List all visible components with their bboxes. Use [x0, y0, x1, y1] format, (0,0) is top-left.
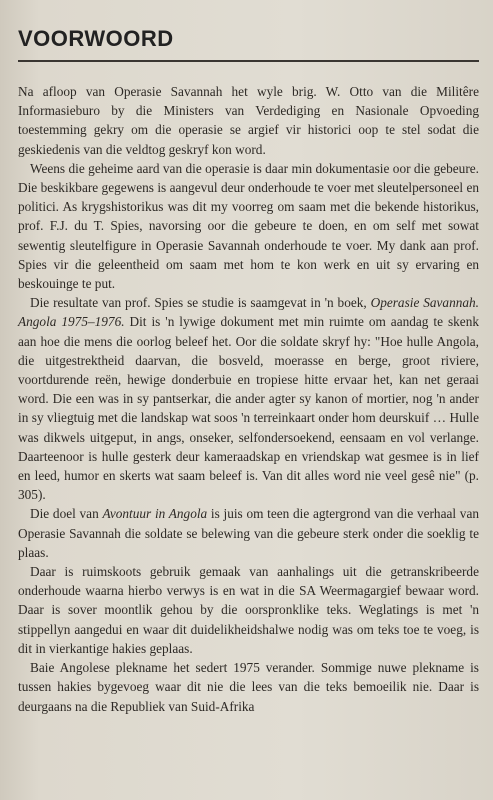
- paragraph-6: Baie Angolese plekname het sedert 1975 verander. Sommige nuwe plekname is tussen hakies bygevoeg waar dit nie die lees van die teks bemoeilik nie. Daar is deurgaans na die Republiek van Suid-Afrika: [18, 660, 479, 714]
- paragraph-3: [18, 293, 479, 504]
- heading-rule: [18, 60, 479, 62]
- book-title-avontuur-in-angola: Avontuur in Angola: [102, 506, 208, 522]
- paragraph-1: Na afloop van Operasie Savannah het wyle brig. W. Otto van die Militêre Informasieburo by die Ministers van Verdediging en Nasionale Opvoeding toestemming gekry om die operasie se argief vir historici oop te stel sodat die geskiedenis van die veldtog geskryf kon word.: [18, 84, 479, 157]
- paragraph-3-text-a: Die resultate van prof. Spies se studie is saamgevat in 'n boek,: [30, 295, 371, 311]
- paragraph-4: [18, 504, 479, 562]
- paragraph-5: Daar is ruimskoots gebruik gemaak van aanhalings uit die getranskribeerde onderhoude waarna hierbo verwys is en wat in die SA Weermagargief bewaar word. Daar is sover moontlik gehou by die oorspronklike teks. Weglatings is met 'n stippellyn aangedui en waar dit duidelikheidshalwe nodig was om teks toe te voeg, is dit in vierkantige hakies geplaas.: [18, 564, 479, 656]
- page-heading: VOORWOORD: [18, 26, 174, 51]
- book-title-operasie-savannah: Operasie Savannah. Angola 1975–1976.: [18, 295, 479, 330]
- paragraph-2: Weens die geheime aard van die operasie is daar min dokumentasie oor die gebeure. Die beskikbare gegewens is aangevul deur onderhoude te voer met sleutelpersoneel en politici. As krygshistorikus was dit my voorreg om saam met die bekende historikus, prof. F.J. du T. Spies, navorsing oor die gebeure te doen, en om self met sowat sewentig sleutelfigure in Operasie Savannah onderhoude te voer. My dank aan prof. Spies vir die geleentheid om saam met hom te kon werk en uit sy ervaring en beskouinge te put.: [18, 160, 479, 292]
- paragraph-4-text-a: Die doel van: [30, 506, 103, 522]
- paragraph-4-text-b: is juis om teen die agtergrond van die verhaal van Operasie Savannah die soldate se belewing van die gebeure sterk onder die soeklig te plaas.: [18, 506, 480, 560]
- paragraph-3-text-b: Dit is 'n lywige dokument met min ruimte om aandag te skenk aan hoe die mens die oorlog beleef het. Oor die soldate skryf hy: "Hoe hulle Angola, die uitgestrektheid daarvan, die bosveld, moerasse en berge, groot riviere, voortdurende reën, hewige donderbuie en tropiese hitte ervaar het, kan net geraai word. Die een was in sy pantserkar, die ander agter sy kanon of mortier, nog 'n ander in sy vliegtuig met die landskap wat soos 'n terreinkaart onder hom deurskuif … Hulle was dikwels uitgeput, in angs, onseker, selfondersoekend, eensaam en vol verlange. Daarteenoor is hulle gesterk deur kameraadskap en vriendskap wat gesmee is in lief en leed, humor en skerts wat saam beleef is. Van dit alles word nie veel gesê nie" (p. 305).: [18, 314, 479, 503]
